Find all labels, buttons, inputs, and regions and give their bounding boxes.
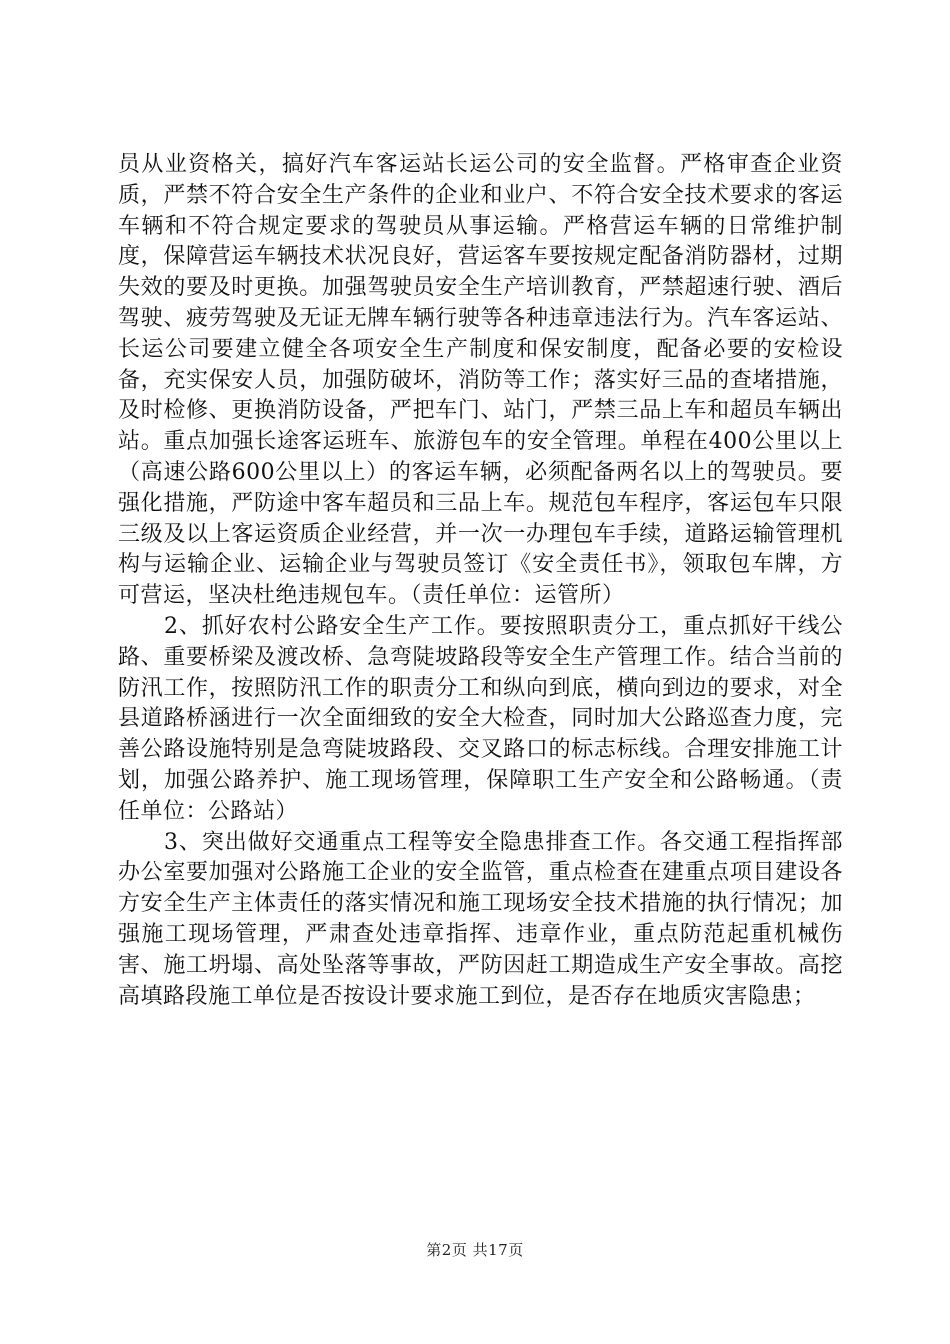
paragraph-key-project-hazards: 3、突出做好交通重点工程等安全隐患排查工作。各交通工程指挥部办公室要加强对公路施工企业的安全监管，重点检查在建重点项目建设各方安全生产主体责任的落实情况和施工现场安全技术措施的执行情况；加强施工现场管理，严肃查处违章指挥、违章作业，重点防范起重机械伤害、施工坍塌、高处坠落等事故，严防因赶工期造成生产安全事故。高挖高填路段施工单位是否按设计要求施工到位，是否存在地质灾害隐患； — [118, 829, 843, 1009]
paragraph-rural-road-safety: 2、抓好农村公路安全生产工作。要按照职责分工，重点抓好干线公路、重要桥梁及渡改桥、急弯陡坡路段等安全生产管理工作。结合当前的防汛工作，按照防汛工作的职责分工和纵向到底，横向到边的要求，对全县道路桥涵进行一次全面细致的安全大检查，同时加大公路巡查力度，完善公路设施特别是急弯陡坡路段、交叉路口的标志标线。合理安排施工计划，加强公路养护、施工现场管理，保障职工生产安全和公路畅通。（责任单位：公路站） — [118, 613, 843, 824]
page-number-footer: 第2页 共17页 — [426, 1241, 524, 1259]
document-body — [118, 150, 843, 1012]
paragraph-transport-station-safety: 员从业资格关，搞好汽车客运站长运公司的安全监督。严格审查企业资质，严禁不符合安全生产条件的企业和业户、不符合安全技术要求的客运车辆和不符合规定要求的驾驶员从事运输。严格营运车辆的日常维护制度，保障营运车辆技术状况良好，营运客车要按规定配备消防器材，过期失效的要及时更换。加强驾驶员安全生产培训教育，严禁超速行驶、酒后驾驶、疲劳驾驶及无证无牌车辆行驶等各种违章违法行为。汽车客运站、长运公司要建立健全各项安全生产制度和保安制度，配备必要的安检设备，充实保安人员，加强防破坏，消防等工作；落实好三品的查堵措施，及时检修、更换消防设备，严把车门、站门，严禁三品上车和超员车辆出站。重点加强长途客运班车、旅游包车的安全管理。单程在400公里以上（高速公路600公里以上）的客运车辆，必须配备两名以上的驾驶员。要强化措施，严防途中客车超员和三品上车。规范包车程序，客运包车只限三级及以上客运资质企业经营，并一次一办理包车手续，道路运输管理机构与运输企业、运输企业与驾驶员签订《安全责任书》，领取包车牌，方可营运，坚决杜绝违规包车。（责任单位：运管所） — [118, 152, 843, 609]
